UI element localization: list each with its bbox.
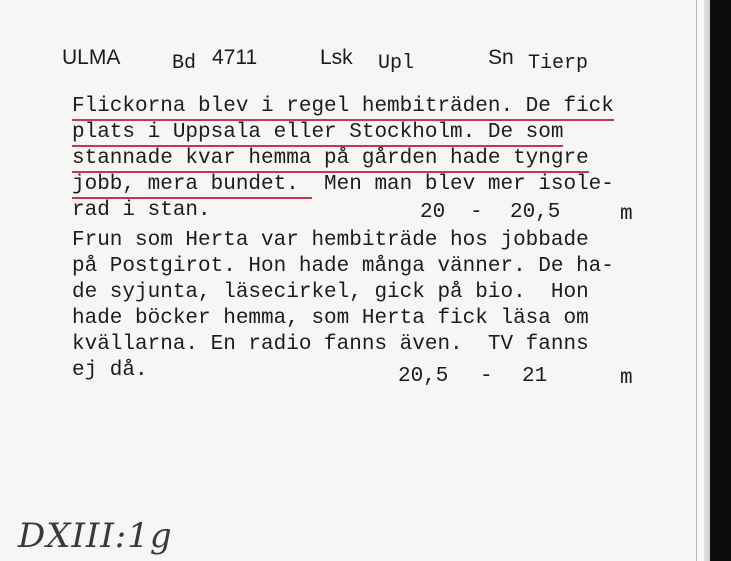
text-line-5: rad i stan. [72, 199, 211, 222]
text-line-10: kvällarna. En radio fanns även. TV fanns [72, 333, 589, 356]
text-line-1: Flickorna blev i regel hembiträden. De fick [72, 95, 614, 121]
parish-label: Sn [488, 46, 514, 69]
underline-line-4 [72, 197, 312, 199]
time-range-2-dash: - [480, 365, 493, 388]
text-line-7: på Postgirot. Hon hade många vänner. De ha- [72, 255, 614, 278]
parish-name: Tierp [528, 52, 589, 75]
time-range-1-unit: m [620, 203, 633, 226]
volume-number: 4711 [212, 46, 258, 69]
volume-label: Bd [172, 52, 197, 75]
card-fold-line [696, 0, 697, 561]
text-line-11: ej då. [72, 359, 148, 382]
province-label: Lsk [320, 46, 353, 69]
text-line-9: hade böcker hemma, som Herta fick läsa om [72, 307, 589, 330]
handwritten-signature: DXIII:1g [18, 516, 173, 556]
time-range-2-unit: m [620, 367, 633, 390]
archive-name: ULMA [62, 46, 121, 69]
text-line-2: plats i Uppsala eller Stockholm. De som [72, 121, 563, 147]
time-range-2-end: 21 [522, 365, 548, 388]
card-edge [704, 0, 710, 561]
time-range-1-dash: - [470, 201, 483, 224]
text-line-8: de syjunta, läsecirkel, gick på bio. Hon [72, 281, 589, 304]
province-name: Upl [378, 52, 415, 75]
text-line-6: Frun som Herta var hembiträde hos jobbade [72, 229, 589, 252]
time-range-1-end: 20,5 [510, 201, 561, 224]
time-range-2-start: 20,5 [398, 365, 449, 388]
text-line-4: jobb, mera bundet. Men man blev mer isole- [72, 173, 614, 196]
time-range-1-start: 20 [420, 201, 446, 224]
text-line-3: stannade kvar hemma på gården hade tyngre [72, 147, 589, 173]
